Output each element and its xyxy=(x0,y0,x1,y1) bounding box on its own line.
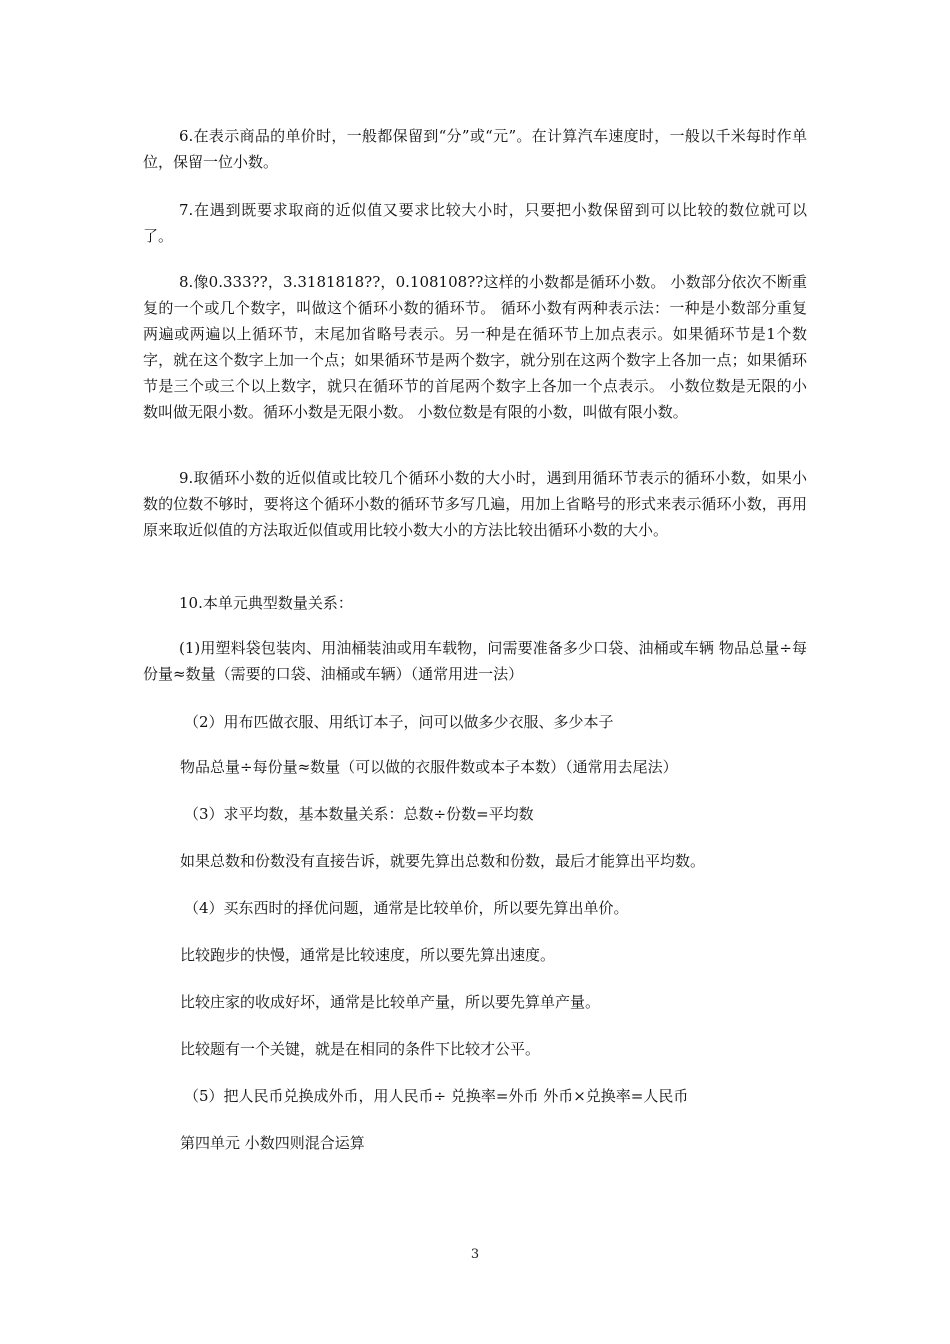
relation-3-note: 如果总数和份数没有直接告诉，就要先算出总数和份数，最后才能算出平均数。 xyxy=(180,852,706,870)
relation-4-speed: 比较跑步的快慢，通常是比较速度，所以要先算出速度。 xyxy=(180,946,556,964)
relation-4-key: 比较题有一个关键，就是在相同的条件下比较才公平。 xyxy=(180,1040,541,1058)
paragraph-6: 6.在表示商品的单价时，一般都保留到“分”或“元”。在计算汽车速度时，一般以千米每时作单位，保留一位小数。 xyxy=(143,127,807,171)
paragraph-8: 8.像0.333??，3.3181818??，0.108108??这样的小数都是循环小数。 小数部分依次不断重复的一个或几个数字，叫做这个循环小数的循环节。 循环小数有两种表示法：一种是小数部分重复两遍或两遍以上循环节，末尾加省略号表示。另一种是在循环节上加点表示。如果循环节是1个数字，就在这个数字上加一个点；如果循环节是两个数字，就分别在这两个数字上各加一点；如果循环节是三个或三个以上数字，就只在循环节的首尾两个数字上各加一个点表示。 小数位数是无限的小数叫做无限小数。循环小数是无限小数。 小数位数是有限的小数，叫做有限小数。 xyxy=(143,273,807,421)
relation-4-yield: 比较庄家的收成好坏，通常是比较单产量，所以要先算单产量。 xyxy=(180,993,601,1011)
paragraph-9: 9.取循环小数的近似值或比较几个循环小数的大小时，遇到用循环节表示的循环小数，如果小数的位数不够时，要将这个循环小数的循环节多写几遍，用加上省略号的形式来表示循环小数，再用原来取近似值的方法取近似值或用比较小数大小的方法比较出循环小数的大小。 xyxy=(143,469,807,539)
relation-4-title: （4）买东西时的择优问题，通常是比较单价，所以要先算出单价。 xyxy=(184,899,629,917)
paragraph-10: 10.本单元典型数量关系： xyxy=(179,594,353,612)
relation-3-title: （3）求平均数，基本数量关系：总数÷份数=平均数 xyxy=(184,805,534,823)
relation-1: (1)用塑料袋包装肉、用油桶装油或用车载物，问需要准备多少口袋、油桶或车辆 物品总量÷每份量≈数量（需要的口袋、油桶或车辆）（通常用进一法） xyxy=(143,639,807,683)
page-number: 3 xyxy=(470,1247,480,1262)
unit-4-heading: 第四单元 小数四则混合运算 xyxy=(180,1134,365,1152)
relation-2-formula: 物品总量÷每份量≈数量（可以做的衣服件数或本子本数）（通常用去尾法） xyxy=(180,758,678,776)
relation-5: （5）把人民币兑换成外币，用人民币÷ 兑换率=外币 外币×兑换率=人民币 xyxy=(184,1087,689,1105)
paragraph-7: 7.在遇到既要求取商的近似值又要求比较大小时，只要把小数保留到可以比较的数位就可以了。 xyxy=(143,201,807,245)
relation-2-title: （2）用布匹做衣服、用纸订本子，问可以做多少衣服、多少本子 xyxy=(184,713,614,731)
